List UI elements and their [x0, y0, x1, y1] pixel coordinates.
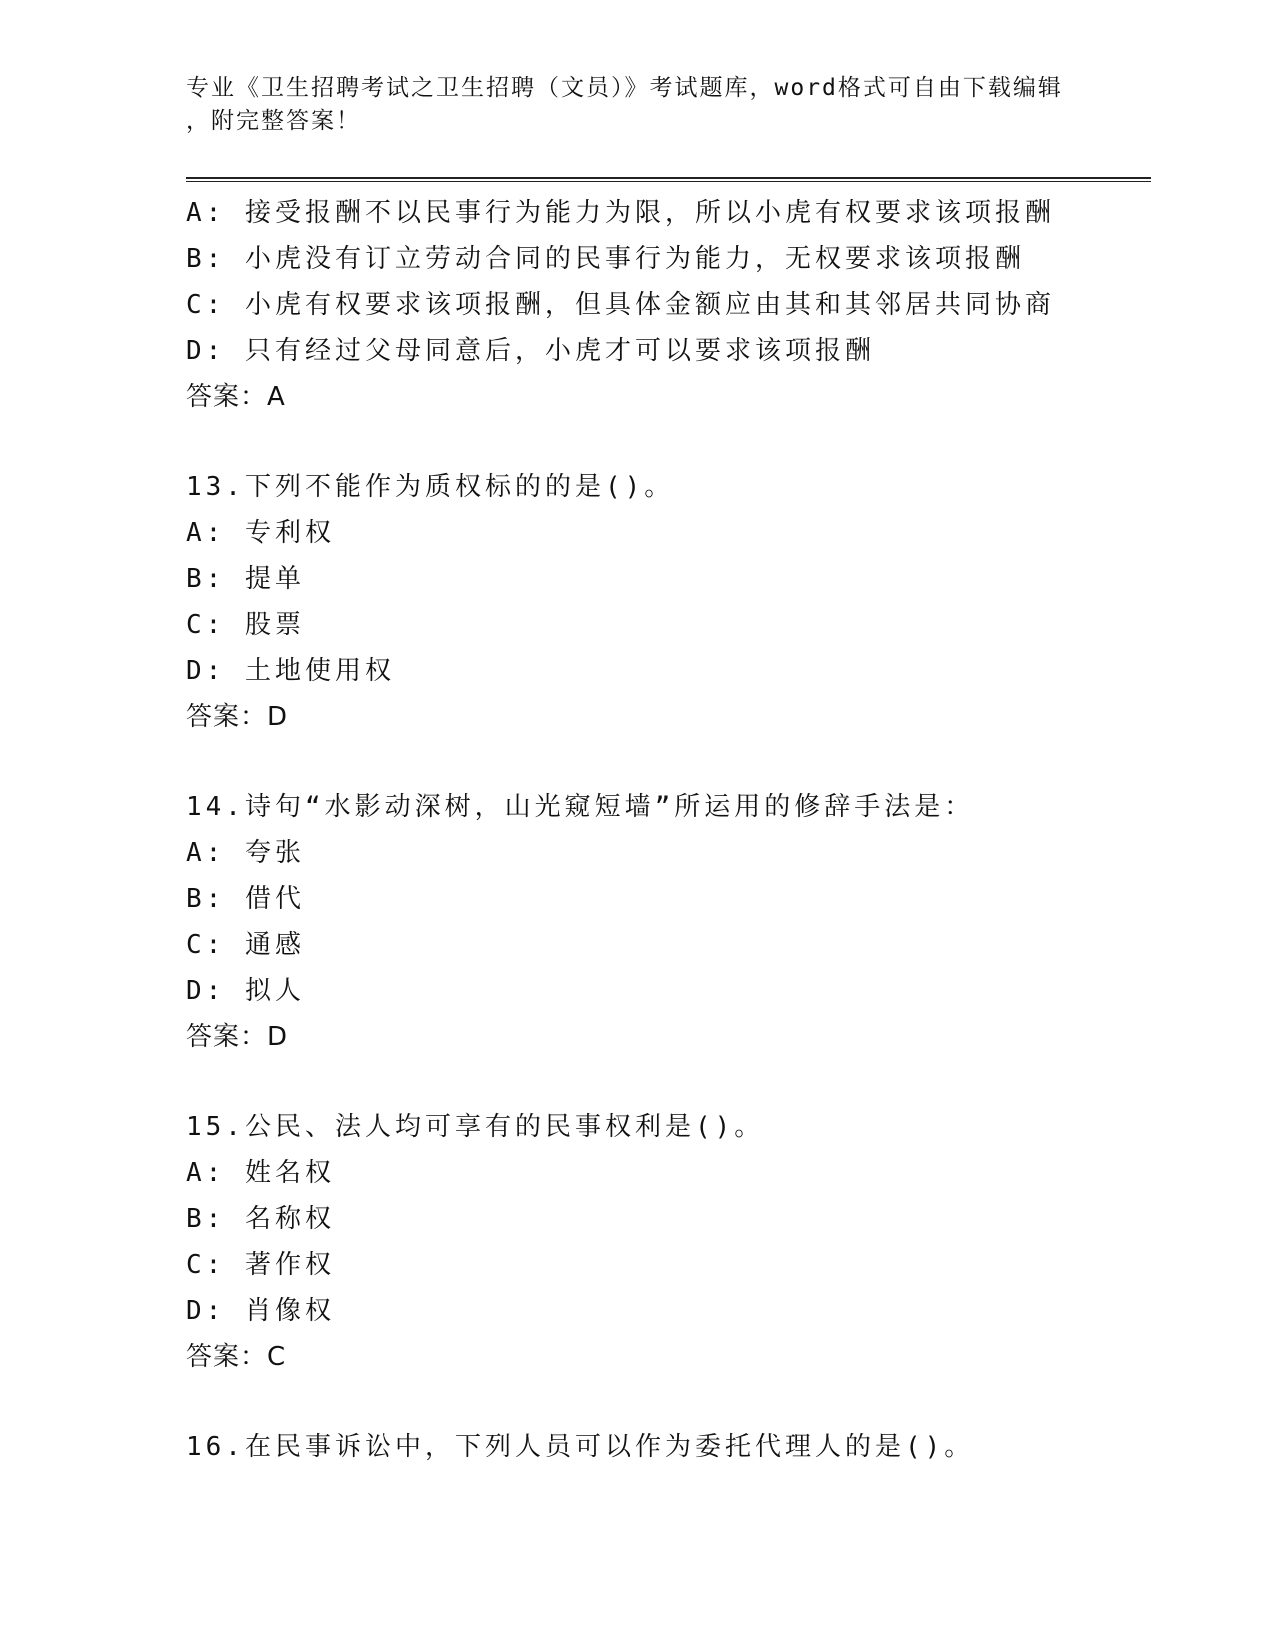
q13-option-b: B: 提单: [186, 564, 305, 594]
header-line-1: 专业《卫生招聘考试之卫生招聘（文员）》考试题库，word格式可自由下载编辑: [186, 75, 1063, 101]
q12-option-c: C: 小虎有权要求该项报酬，但具体金额应由其和其邻居共同协商: [186, 290, 1055, 320]
header-divider: [186, 177, 1151, 182]
q16-stem: 16.在民事诉讼中，下列人员可以作为委托代理人的是()。: [186, 1432, 975, 1462]
q13-stem: 13.下列不能作为质权标的的是()。: [186, 472, 675, 502]
q13-option-c: C: 股票: [186, 610, 305, 640]
header-line-2: ，附完整答案！: [186, 108, 361, 134]
q14-option-a: A: 夸张: [186, 838, 305, 868]
document-header: [186, 72, 1066, 138]
q13-option-d: D: 土地使用权: [186, 656, 395, 686]
q15-option-d: D: 肖像权: [186, 1296, 335, 1326]
question-15-block: [186, 1104, 1146, 1380]
q15-option-a: A: 姓名权: [186, 1158, 335, 1188]
q15-option-c: C: 著作权: [186, 1250, 335, 1280]
q14-stem: 14.诗句“水影动深树，山光窥短墙”所运用的修辞手法是：: [186, 792, 975, 822]
spacer: [186, 1380, 1146, 1424]
q12-option-b: B: 小虎没有订立劳动合同的民事行为能力，无权要求该项报酬: [186, 244, 1025, 274]
spacer: [186, 1060, 1146, 1104]
question-16-block: [186, 1424, 1146, 1470]
question-list: [186, 190, 1146, 1470]
q14-option-d: D: 拟人: [186, 976, 305, 1006]
q12-answer: 答案：A: [186, 382, 286, 412]
question-13-block: [186, 464, 1146, 740]
q12-option-d: D: 只有经过父母同意后，小虎才可以要求该项报酬: [186, 336, 875, 366]
q12-option-a: A: 接受报酬不以民事行为能力为限，所以小虎有权要求该项报酬: [186, 198, 1055, 228]
q14-answer: 答案：D: [186, 1022, 289, 1052]
q13-answer: 答案：D: [186, 702, 289, 732]
spacer: [186, 420, 1146, 464]
spacer: [186, 740, 1146, 784]
q15-option-b: B: 名称权: [186, 1204, 335, 1234]
q14-option-c: C: 通感: [186, 930, 305, 960]
question-12-block: [186, 190, 1146, 420]
q14-option-b: B: 借代: [186, 884, 305, 914]
q13-option-a: A: 专利权: [186, 518, 335, 548]
q15-stem: 15.公民、法人均可享有的民事权利是()。: [186, 1112, 765, 1142]
question-14-block: [186, 784, 1146, 1060]
q15-answer: 答案：C: [186, 1342, 287, 1372]
